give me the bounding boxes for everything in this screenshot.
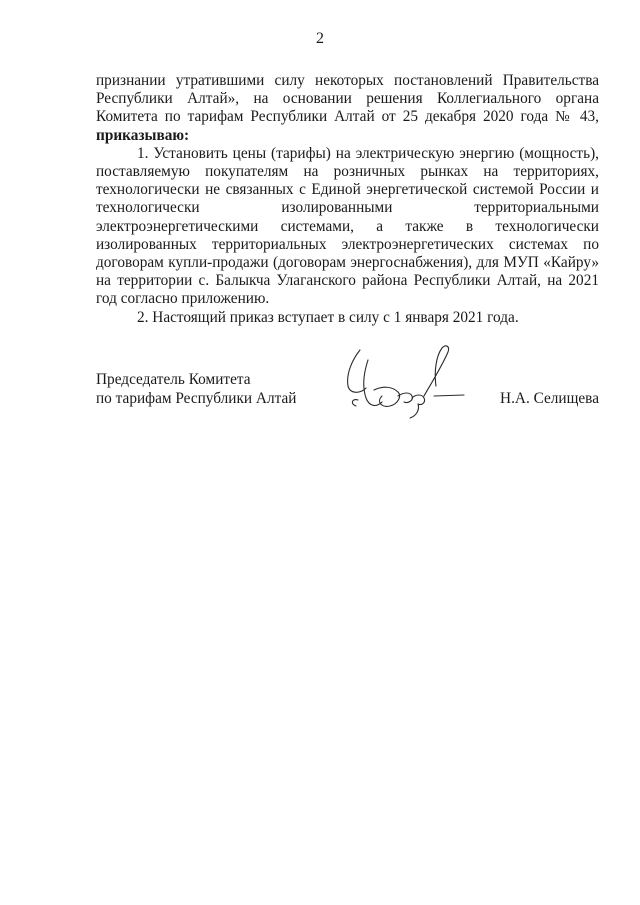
order-word: приказываю: — [96, 126, 190, 144]
signer-position — [96, 370, 326, 408]
document-body — [96, 72, 599, 327]
signer-position-line-2: по тарифам Республики Алтай — [96, 390, 297, 407]
signer-name: Н.А. Селищева — [500, 390, 599, 407]
intro-paragraph — [96, 72, 599, 145]
item-2-paragraph: 2. Настоящий приказ вступает в силу с 1 января 2021 года. — [137, 308, 519, 326]
intro-text: признании утратившими силу некоторых постановлений Правительства Республики Алтай», на основании решения Коллегиального органа Комитета по тарифам Республики Алтай от 25 декабря 2020 года № 43, — [96, 72, 599, 126]
item-1-paragraph: 1. Установить цены (тарифы) на электрическую энергию (мощность), поставляемую покупателям на розничных рынках на территориях, технологически не связанных с Единой энергетической системой России и технологически изолированными территориальными электроэнергетическими системами, а также в технологически изолированных территориальных электроэнергетических системах по договорам купли-продажи (договорам энергоснабжения), для МУП «Кайру» на территории с. Балыкча Улаганского района Республики Алтай, на 2021 год согласно приложению. — [96, 144, 599, 308]
signature-block — [96, 370, 599, 430]
signer-position-line-1: Председатель Комитета — [96, 371, 251, 388]
page-number: 2 — [316, 30, 324, 47]
handwritten-signature — [338, 338, 470, 420]
